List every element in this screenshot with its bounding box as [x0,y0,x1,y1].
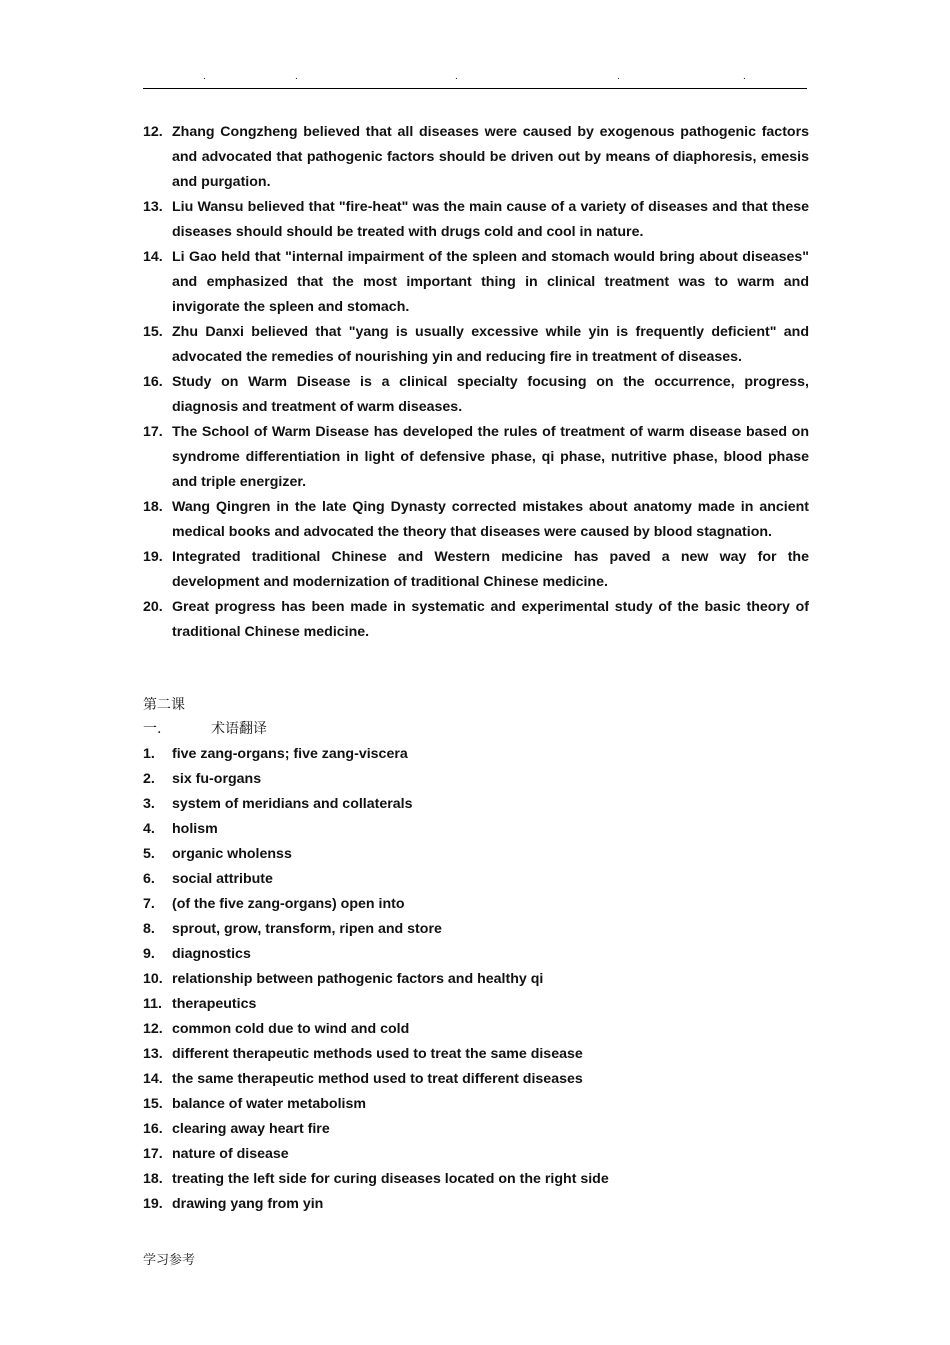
item-number: 4. [143,821,155,837]
header-dot: . [617,71,620,82]
item-text: six fu-organs [172,771,262,787]
item-number: 18. [143,1171,163,1187]
list-item [143,1117,809,1142]
item-text: common cold due to wind and cold [172,1021,410,1037]
item-number: 15. [143,324,163,340]
item-text: five zang-organs; five zang-viscera [172,746,408,762]
list-item [143,817,809,842]
item-text: clearing away heart fire [172,1121,330,1137]
item-number: 17. [143,424,163,440]
item-text: Integrated traditional Chinese and Western medicine has paved a new way for the development and modernization of traditional Chinese medicine. [172,549,809,590]
list-item [143,1042,809,1067]
list-item [143,545,809,595]
item-text: different therapeutic methods used to treat the same disease [172,1046,583,1062]
list-item [143,1142,809,1167]
item-number: 20. [143,599,163,615]
item-number: 13. [143,199,163,215]
item-number: 9. [143,946,155,962]
item-text: therapeutics [172,996,257,1012]
list-item [143,967,809,992]
list-item [143,245,809,320]
header-dot: . [743,71,746,82]
item-text: Study on Warm Disease is a clinical specialty focusing on the occurrence, progress, diagnosis and treatment of warm diseases. [172,374,809,415]
list-item [143,767,809,792]
header-dot: . [295,71,298,82]
list-item [143,892,809,917]
item-number: 19. [143,1196,163,1212]
list-item [143,320,809,370]
item-number: 2. [143,771,155,787]
item-number: 15. [143,1096,163,1112]
item-number: 5. [143,846,155,862]
item-number: 19. [143,549,163,565]
item-text: The School of Warm Disease has developed the rules of treatment of warm disease based on syndrome differentiation in light of defensive phase, qi phase, nutritive phase, blood phase and triple energizer. [172,424,809,490]
list-item [143,370,809,420]
item-text: social attribute [172,871,273,887]
item-text: Zhu Danxi believed that "yang is usually excessive while yin is frequently deficient" and advocated the remedies of nourishing yin and reducing fire in treatment of diseases. [172,324,809,365]
item-number: 18. [143,499,163,515]
list-item [143,1092,809,1117]
item-number: 14. [143,249,163,265]
item-number: 16. [143,374,163,390]
item-text: diagnostics [172,946,251,962]
item-text: nature of disease [172,1146,289,1162]
list-item [143,742,809,767]
item-number: 17. [143,1146,163,1162]
item-number: 8. [143,921,155,937]
list-item [143,1167,809,1192]
header-rule [143,88,807,89]
lesson-title: 第二课 [143,697,185,713]
list-item [143,1067,809,1092]
item-number: 13. [143,1046,163,1062]
item-text: Wang Qingren in the late Qing Dynasty corrected mistakes about anatomy made in ancient medical books and advocated the theory that diseases were caused by blood stagnation. [172,499,809,540]
header-dot: . [203,71,206,82]
section-title: 术语翻译 [211,721,267,737]
list-item [143,420,809,495]
list-item [143,195,809,245]
list-item [143,867,809,892]
page-footer: 学习参考 [143,1253,196,1268]
item-text: system of meridians and collaterals [172,796,413,812]
item-number: 3. [143,796,155,812]
list-item [143,917,809,942]
list-item [143,792,809,817]
list-item [143,1017,809,1042]
list-item [143,595,809,645]
item-text: Zhang Congzheng believed that all diseases were caused by exogenous pathogenic factors and advocated that pathogenic factors should be driven out by means of diaphoresis, emesis and purgation. [172,124,809,190]
list-item [143,942,809,967]
item-number: 6. [143,871,155,887]
item-number: 12. [143,124,163,140]
item-number: 1. [143,746,155,762]
header-dots [143,72,807,84]
list-item [143,842,809,867]
item-number: 7. [143,896,155,912]
item-text: balance of water metabolism [172,1096,366,1112]
item-number: 16. [143,1121,163,1137]
item-text: sprout, grow, transform, ripen and store [172,921,442,937]
translation-list [143,120,809,645]
item-number: 11. [143,996,162,1012]
list-item [143,992,809,1017]
item-text: (of the five zang-organs) open into [172,896,405,912]
item-text: relationship between pathogenic factors and healthy qi [172,971,544,987]
list-item [143,1192,809,1217]
section-heading [143,718,267,738]
item-number: 14. [143,1071,163,1087]
item-text: drawing yang from yin [172,1196,324,1212]
header-dot: . [455,71,458,82]
list-item [143,495,809,545]
item-text: organic wholenss [172,846,292,862]
list-item [143,120,809,195]
item-text: holism [172,821,218,837]
item-text: treating the left side for curing diseases located on the right side [172,1171,609,1187]
term-list [143,742,809,1217]
item-text: Liu Wansu believed that "fire-heat" was the main cause of a variety of diseases and that these diseases should should be treated with drugs cold and cool in nature. [172,199,809,240]
item-number: 10. [143,971,163,987]
item-number: 12. [143,1021,163,1037]
section-number: 一. [143,721,162,737]
item-text: Li Gao held that "internal impairment of the spleen and stomach would bring about diseases" and emphasized that the most important thing in clinical treatment was to warm and invigorate the spleen and stomach. [172,249,809,315]
item-text: Great progress has been made in systematic and experimental study of the basic theory of traditional Chinese medicine. [172,599,809,640]
item-text: the same therapeutic method used to treat different diseases [172,1071,583,1087]
